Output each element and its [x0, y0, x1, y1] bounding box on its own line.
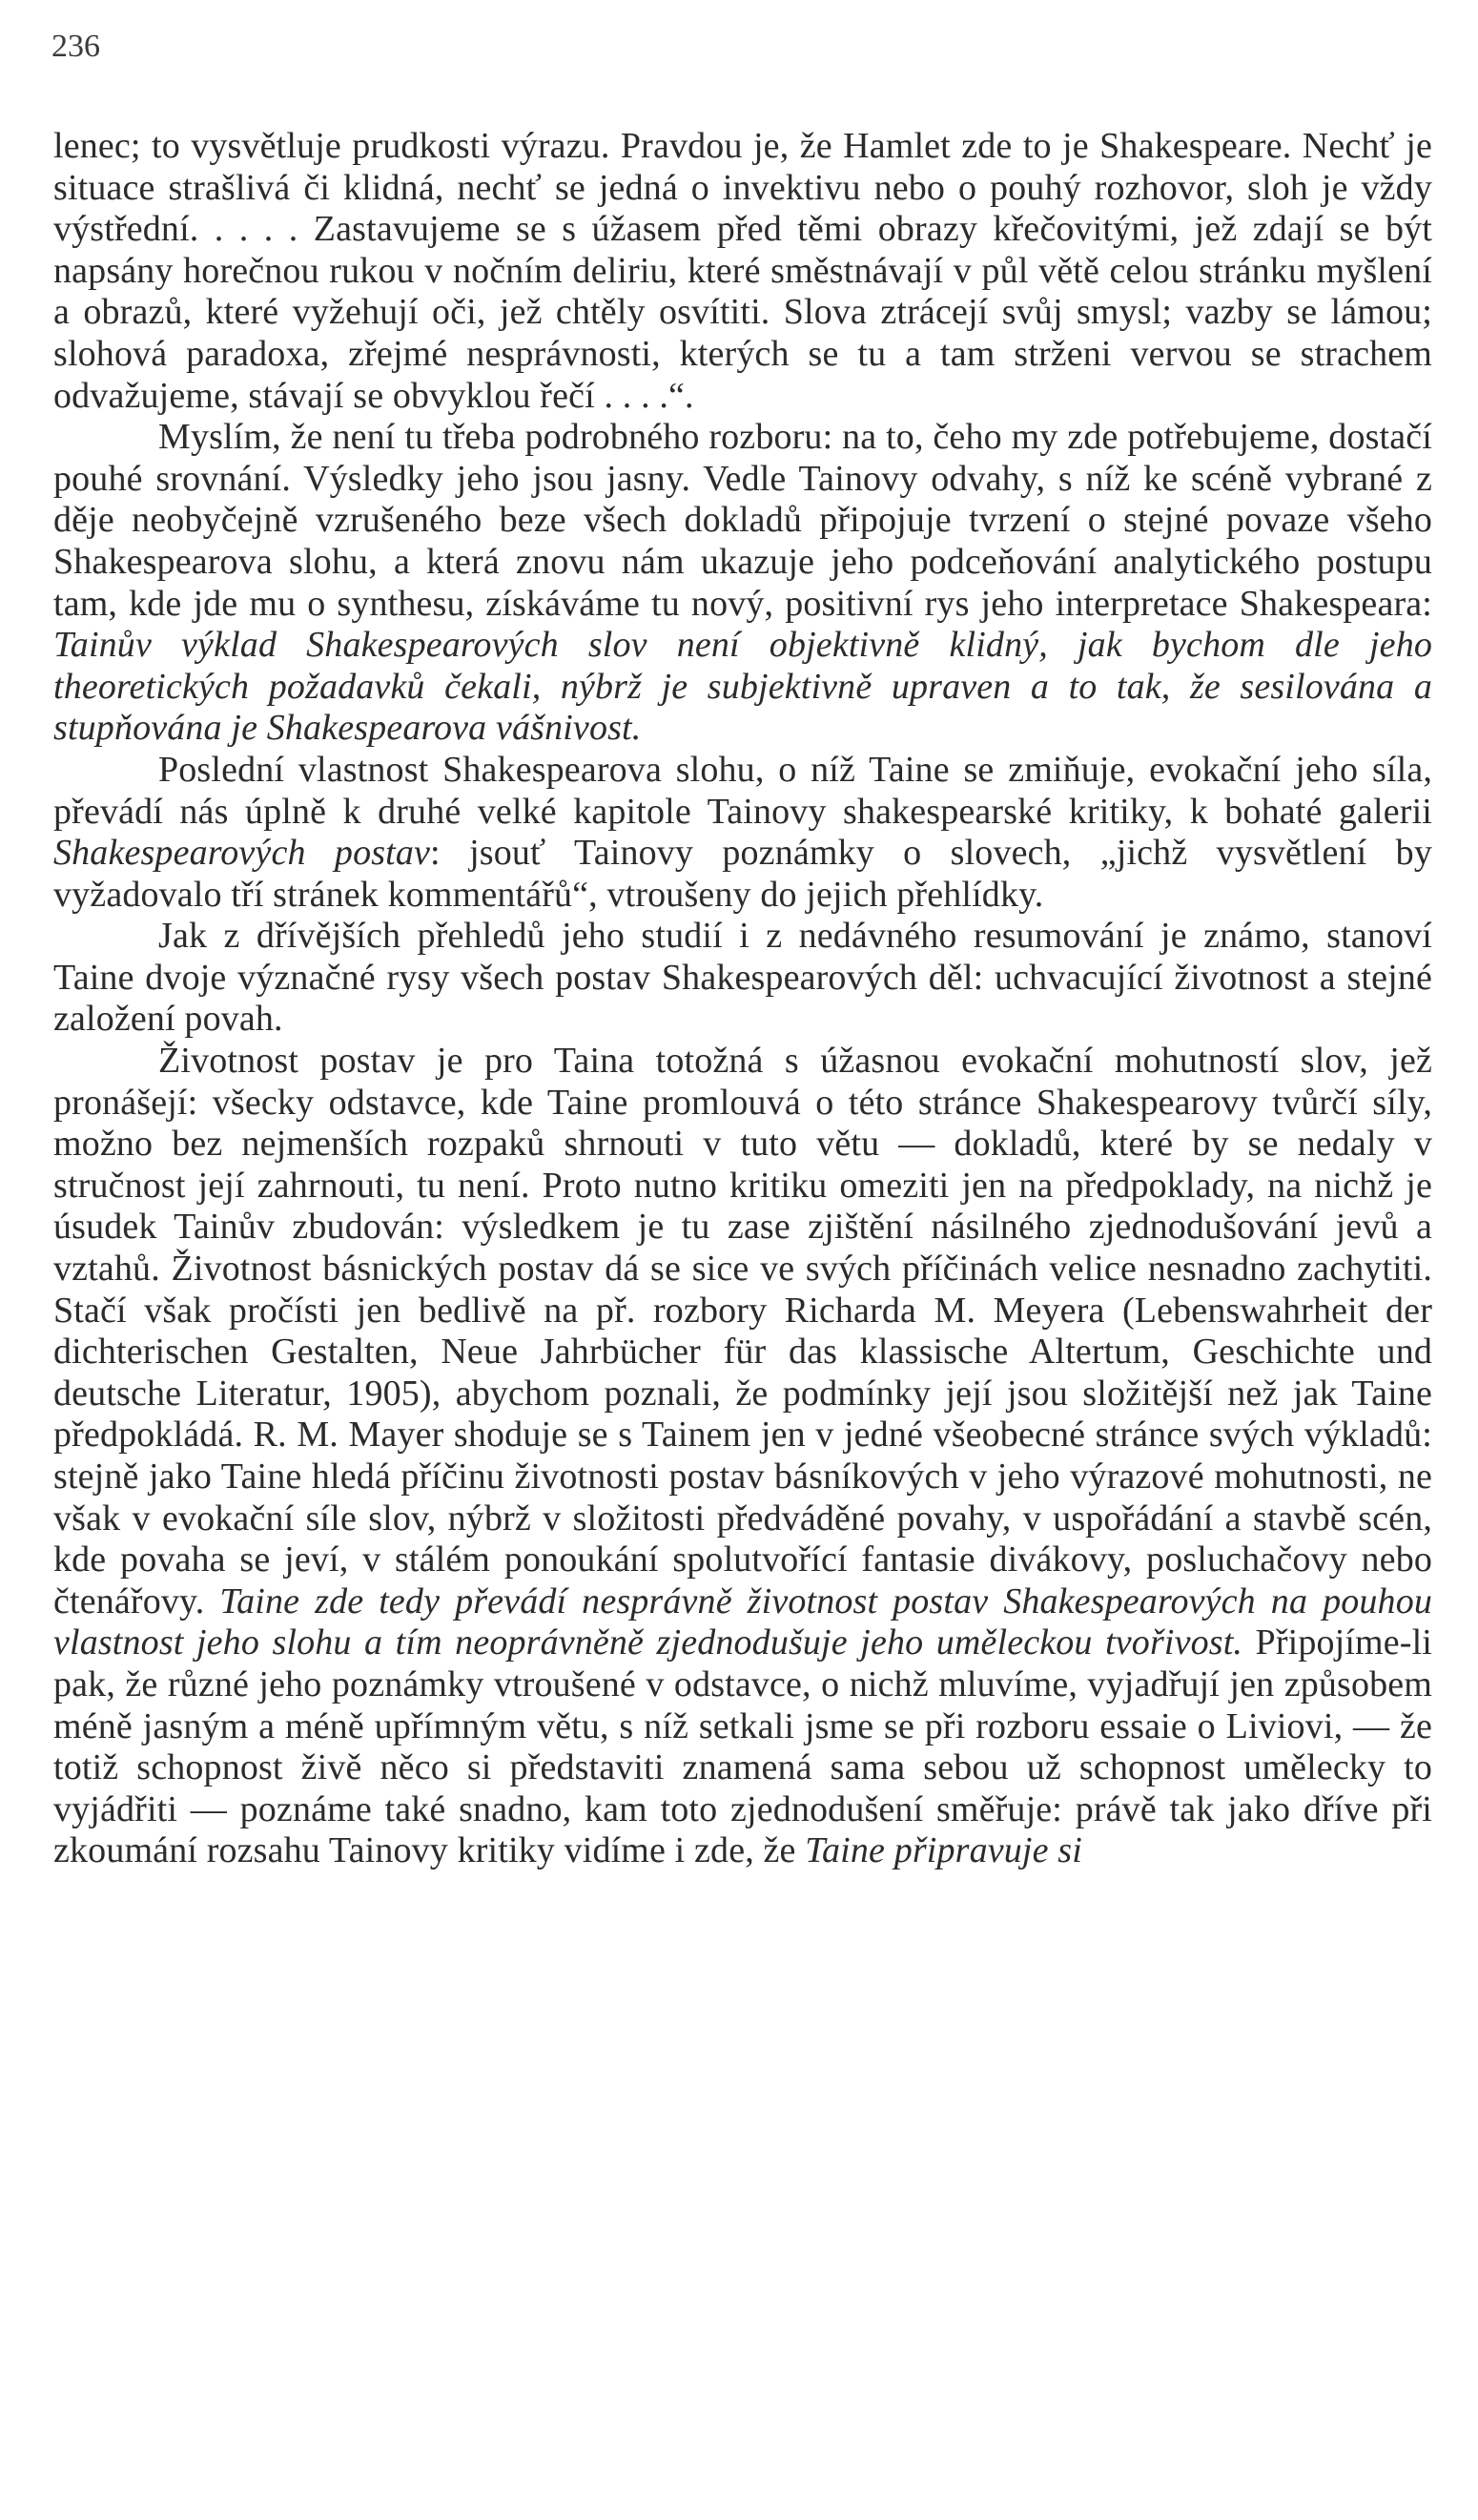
- paragraph: [53, 916, 1432, 1041]
- paragraph: [53, 126, 1432, 417]
- body-text: [53, 126, 1432, 1872]
- text-run: Připojíme-li pak, že různé jeho poznámky vtroušené v odstavce, o nichž mluvíme, vyjadřují jen způsobem méně jasným a méně upřímným větu, s níž setkali jsme se při rozboru essaie o Liviovi, — že totiž schopnost živě něco si představiti znamená sama sebou už schopnost umělecky to vyjádřiti — poznáme také snadno, kam toto zjednodušení směřuje: právě tak jako dříve při zkoumání rozsahu Tainovy kritiky vidíme i zde, že: [53, 1622, 1433, 1871]
- paragraph: [53, 417, 1432, 750]
- italic-text: Taine připravuje si: [805, 1830, 1082, 1871]
- text-run: Poslední vlastnost Shakespearova slohu, o níž Taine se zmiňuje, evokační jeho síla, převádí nás úplně k druhé velké kapitole Tainovy shakespearské kritiky, k bohaté galerii: [53, 749, 1432, 832]
- paragraph: [53, 1041, 1432, 1872]
- text-run: Jak z dřívějších přehledů jeho studií i z nedávného resumování je známo, stanoví Taine dvoje význačné rysy všech postav Shakespearových děl: uchvacující životnost a stejné založení povah.: [53, 916, 1432, 1040]
- paragraph: [53, 750, 1432, 916]
- text-run: Myslím, že není tu třeba podrobného rozboru: na to, čeho my zde potřebujeme, dostačí pouhé srovnání. Výsledky jeho jsou jasny. Vedle Tainovy odvahy, s níž ke scéně vybrané z děje neobyčejně vzrušeného beze všech dokladů připojuje tvrzení o stejné povaze všeho Shakespearova slohu, a která znovu nám ukazuje jeho podceňování analytického postupu tam, kde jde mu o synthesu, získáváme tu nový, positivní rys jeho interpretace Shakespeara:: [53, 417, 1432, 624]
- page-number: 236: [51, 29, 100, 64]
- italic-text: Tainův výklad Shakespearových slov není objektivně klidný, jak bychom dle jeho theoretických požadavků čekali, nýbrž je subjektivně upraven a to tak, že sesilována a stupňována je Shakespearova vášnivost.: [53, 625, 1432, 749]
- text-run: Životnost postav je pro Taina totožná s úžasnou evokační mohutností slov, jež pronášejí: všecky odstavce, kde Taine promlouvá o této stránce Shakespearovy tvůrčí síly, možno bez nejmenších rozpaků shrnouti v tuto větu — dokladů, které by se nedaly v stručnost její zahrnouti, tu není. Proto nutno kritiku omeziti jen na předpoklady, na nichž je úsudek Tainův zbudován: výsledkem je tu zase zjištění násilného zjednodušování jevů a vztahů. Životnost básnických postav dá se sice ve svých příčinách velice nesnadno zachytiti. Stačí však pročísti jen bedlivě na př. rozbory Richarda M. Meyera (Lebenswahrheit der dichterischen Gestalten, Neue Jahrbücher für das klassische Altertum, Geschichte und deutsche Literatur, 1905), abychom poznali, že podmínky její jsou složitější než jak Taine předpokládá. R. M. Mayer shoduje se s Tainem jen v jedné všeobecné stránce svých výkladů: stejně jako Taine hledá příčinu životnosti postav básníkových v jeho výrazové mohutnosti, ne však v evokační síle slov, nýbrž v složitosti předváděné povahy, v uspořádání a stavbě scén, kde povaha se jeví, v stálém ponoukání spolutvořící fantasie divákovy, posluchačovy nebo čtenářovy.: [53, 1041, 1432, 1621]
- text-run: lenec; to vysvětluje prudkosti výrazu. Pravdou je, že Hamlet zde to je Shakespeare. Nechť je situace strašlivá či klidná, nechť se jedná o invektivu nebo o pouhý rozhovor, sloh je vždy výstřední. . . . . Zastavujeme se s úžasem před těmi obrazy křečovitými, jež zdají se být napsány horečnou rukou v nočním deliriu, které směstnávají v půl větě celou stránku myšlení a obrazů, které vyžehují oči, jež chtěly osvítiti. Slova ztrácejí svůj smysl; vazby se lámou; slohová paradoxa, zřejmé nesprávnosti, kterých se tu a tam strženi vervou se strachem odvažujeme, stávají se obvyklou řečí . . . .“.: [53, 126, 1432, 416]
- text-run: : jsouť Tainovy poznámky o slovech, „jichž vysvětlení by vyžadovalo tří stránek kommentářů“, vtroušeny do jejich přehlídky.: [53, 833, 1432, 915]
- italic-text: Shakespearových postav: [53, 833, 431, 874]
- italic-text: Taine zde tedy převádí nesprávně životnost postav Shakespearových na pouhou vlastnost jeho slohu a tím neoprávněně zjednodušuje jeho uměleckou tvořivost.: [53, 1580, 1432, 1663]
